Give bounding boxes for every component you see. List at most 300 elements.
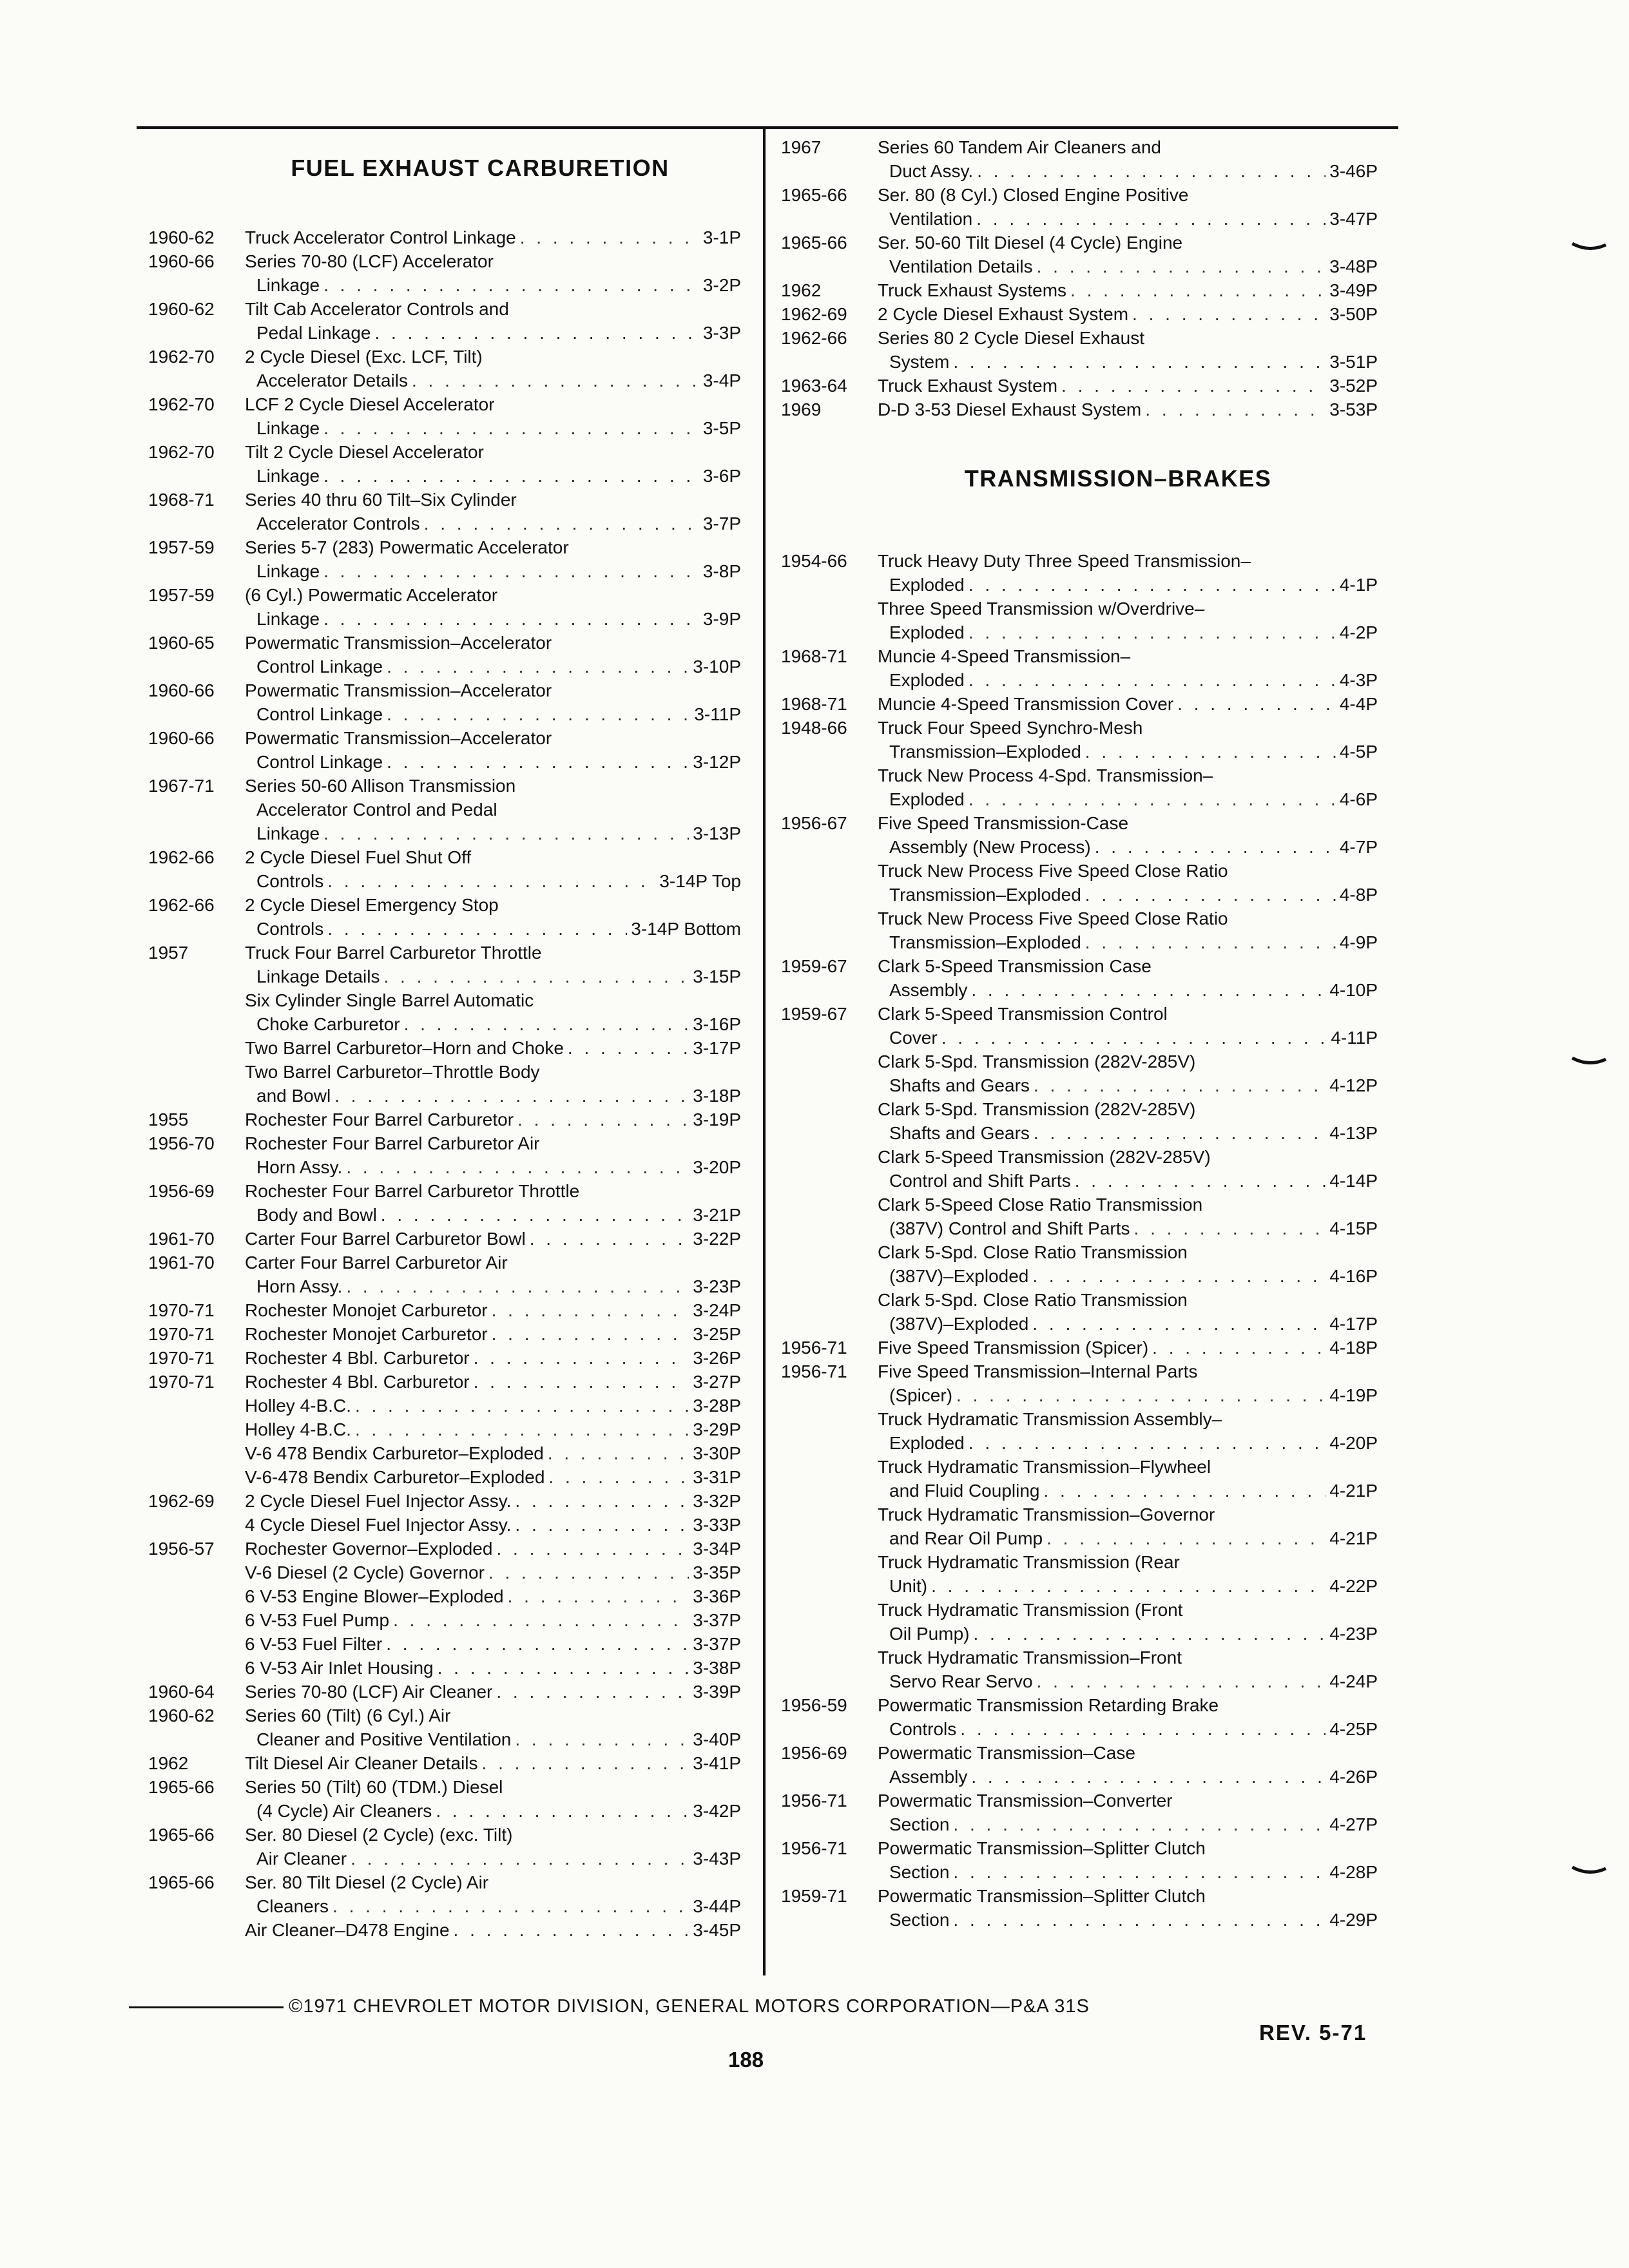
entry-year: 1962-66 — [148, 895, 215, 915]
dot-leader — [424, 512, 699, 535]
entry-page-ref: 3-30P — [693, 1443, 741, 1463]
entry-year: 1962-69 — [148, 1491, 215, 1511]
entry-title-text: Carter Four Barrel Carburetor Bowl — [245, 1229, 526, 1249]
entry-title-line: Rochester Four Barrel Carburetor Air — [245, 1133, 540, 1153]
entry-title-line: Powermatic Transmission–Accelerator — [245, 633, 552, 653]
entry-title-text: Exploded — [889, 1433, 965, 1453]
dot-leader — [548, 1441, 689, 1465]
entry-title-line-with-page — [878, 350, 1378, 374]
dot-leader — [969, 573, 1336, 597]
dot-leader — [969, 620, 1336, 644]
entry-title-text: Ventilation — [889, 209, 973, 229]
index-entry — [781, 1550, 1378, 1598]
entry-body — [878, 1407, 1378, 1455]
entry-title-line: Tilt Cab Accelerator Controls and — [245, 299, 509, 319]
entry-page-ref: 3-31P — [693, 1467, 741, 1487]
dot-leader — [971, 1765, 1325, 1789]
entry-title-text: Section — [889, 1814, 950, 1834]
entry-title-text: Rochester Four Barrel Carburetor — [245, 1110, 514, 1129]
entry-title-line: Series 50 (Tilt) 60 (TDM.) Diesel — [245, 1777, 503, 1797]
entry-title-line-with-page — [245, 1489, 741, 1513]
dot-leader — [515, 1513, 689, 1537]
entry-page-ref: 3-14P Top — [659, 871, 741, 891]
entry-title-line-with-page — [878, 1431, 1378, 1455]
entry-title-line: Truck Hydramatic Transmission Assembly– — [878, 1409, 1222, 1429]
entry-title-line-with-page — [878, 978, 1378, 1002]
entry-title-line: Truck New Process Five Speed Close Ratio — [878, 861, 1228, 881]
entry-year: 1957-59 — [148, 537, 215, 557]
index-entry — [781, 859, 1378, 907]
entry-year: 1956-67 — [781, 813, 847, 833]
entry-page-ref: 3-18P — [693, 1086, 741, 1106]
entry-title-line-with-page — [245, 1036, 741, 1060]
entry-page-ref: 3-43P — [693, 1849, 741, 1869]
entry-title-line: Series 70-80 (LCF) Accelerator — [245, 251, 494, 271]
entry-body — [245, 726, 741, 774]
index-entry — [148, 1680, 741, 1704]
entry-body — [245, 440, 741, 488]
entry-title-line: Truck Hydramatic Transmission–Flywheel — [878, 1457, 1211, 1477]
entry-year — [781, 1193, 878, 1240]
entry-body — [245, 226, 741, 249]
index-entry — [781, 1288, 1378, 1336]
entry-year: 1962 — [781, 280, 822, 300]
entry-page-ref: 4-21P — [1329, 1481, 1378, 1501]
entry-year: 1970-71 — [148, 1348, 215, 1368]
entry-title-line-with-page — [878, 1264, 1378, 1288]
entry-title-line-with-page — [245, 1418, 741, 1441]
entry-page-ref: 3-46P — [1329, 161, 1378, 181]
dot-leader — [520, 226, 699, 249]
dot-leader — [474, 1346, 689, 1370]
entry-page-ref: 4-19P — [1329, 1385, 1378, 1405]
dot-leader — [387, 750, 689, 774]
dot-leader — [438, 1656, 689, 1680]
entry-title-line-with-page — [245, 273, 741, 297]
entry-title-line-with-page — [245, 1227, 741, 1251]
index-entry — [148, 1870, 741, 1918]
entry-title-line-with-page — [878, 374, 1378, 398]
entry-title-text: Controls — [889, 1719, 957, 1739]
entry-page-ref: 4-22P — [1329, 1576, 1378, 1596]
entry-page-ref: 3-50P — [1329, 304, 1378, 324]
dot-leader — [1046, 1526, 1325, 1550]
entry-body — [878, 1050, 1378, 1097]
index-entry — [148, 1489, 741, 1513]
index-entry — [781, 1836, 1378, 1884]
entry-title-line: Powermatic Transmission–Case — [878, 1743, 1135, 1763]
entry-title-line: Powermatic Transmission–Converter — [878, 1791, 1173, 1811]
entry-title-text: Section — [889, 1910, 950, 1930]
entry-year: 1962-70 — [148, 347, 215, 367]
entry-title-text: 6 V-53 Fuel Filter — [245, 1634, 383, 1654]
entry-title-text: (387V)–Exploded — [889, 1266, 1029, 1286]
dot-leader — [956, 1383, 1325, 1407]
entry-title-line-with-page — [245, 1274, 741, 1298]
entry-page-ref: 3-27P — [693, 1372, 741, 1392]
entry-year: 1959-71 — [781, 1886, 847, 1906]
entry-title-line: Ser. 50-60 Tilt Diesel (4 Cycle) Engine — [878, 233, 1183, 253]
index-entry — [781, 1884, 1378, 1932]
entry-page-ref: 4-1P — [1339, 575, 1378, 595]
dot-leader — [1134, 1216, 1326, 1240]
entry-page-ref: 3-1P — [702, 227, 741, 247]
dot-leader — [960, 1717, 1325, 1741]
index-entry — [781, 374, 1378, 398]
entry-title-text: Duct Assy. — [889, 161, 974, 181]
dot-leader — [381, 1203, 689, 1227]
entry-page-ref: 4-29P — [1329, 1910, 1378, 1930]
entry-title-text: Truck Accelerator Control Linkage — [245, 227, 516, 247]
entry-title-text: D-D 3-53 Diesel Exhaust System — [878, 399, 1142, 419]
dot-leader — [351, 1847, 689, 1870]
entry-page-ref: 3-38P — [693, 1658, 741, 1678]
entry-title-text: Control Linkage — [256, 752, 383, 772]
entry-title-text: (Spicer) — [889, 1385, 953, 1405]
entry-title-text: Linkage — [256, 275, 320, 295]
page-number: 188 — [728, 2048, 764, 2071]
dot-leader — [436, 1799, 689, 1823]
index-entry — [781, 1693, 1378, 1741]
entry-title-text: 6 V-53 Fuel Pump — [245, 1610, 390, 1630]
entry-title-line-with-page — [245, 1322, 741, 1346]
entry-body — [245, 774, 741, 845]
entry-title-text: 6 V-53 Air Inlet Housing — [245, 1658, 434, 1678]
dot-leader — [969, 787, 1336, 811]
entry-year: 1961-70 — [148, 1229, 215, 1249]
dot-leader — [1034, 1073, 1325, 1097]
entry-body — [245, 1418, 741, 1441]
entry-body — [245, 1823, 741, 1870]
dot-leader — [1177, 692, 1336, 716]
dot-leader — [346, 1155, 689, 1179]
entry-title-text: Cleaners — [256, 1896, 329, 1916]
entry-title-text: Exploded — [889, 622, 965, 642]
entry-year: 1956-71 — [781, 1361, 847, 1381]
entry-title-text: V-6-478 Bendix Carburetor–Exploded — [245, 1467, 545, 1487]
entry-body — [878, 859, 1378, 907]
index-entry — [148, 1513, 741, 1537]
dot-leader — [496, 1680, 689, 1704]
dot-leader — [971, 978, 1325, 1002]
entry-title-line-with-page — [245, 869, 741, 893]
entry-year: 1965-66 — [781, 185, 847, 205]
entry-title-text: Rochester Governor–Exploded — [245, 1539, 493, 1559]
entry-title-line: Six Cylinder Single Barrel Automatic — [245, 990, 534, 1010]
entry-body — [878, 954, 1378, 1002]
entry-year: 1956-71 — [781, 1338, 847, 1358]
index-entry — [781, 183, 1378, 231]
entry-body — [245, 1513, 741, 1537]
entry-title-text: 2 Cycle Diesel Fuel Injector Assy. — [245, 1491, 512, 1511]
entry-body — [245, 845, 741, 893]
entry-title-line-with-page — [245, 750, 741, 774]
index-entry — [148, 1251, 741, 1298]
entry-title-line: Series 80 2 Cycle Diesel Exhaust — [878, 328, 1144, 348]
index-entry — [781, 278, 1378, 302]
entry-page-ref: 4-2P — [1339, 622, 1378, 642]
dot-leader — [393, 1608, 689, 1632]
entry-page-ref: 3-15P — [693, 966, 741, 986]
index-entry — [781, 1598, 1378, 1646]
index-entry — [148, 297, 741, 345]
entry-title-text: Exploded — [889, 575, 965, 595]
entry-year: 1960-66 — [148, 680, 215, 700]
entry-title-text: Exploded — [889, 670, 965, 690]
entry-page-ref: 3-8P — [702, 561, 741, 581]
revision-label: REV. 5-71 — [1259, 2021, 1367, 2044]
entry-title-line-with-page — [878, 1073, 1378, 1097]
index-entry — [781, 811, 1378, 859]
entry-body — [878, 1741, 1378, 1789]
entry-year: 1960-62 — [148, 299, 215, 319]
index-entry — [148, 535, 741, 583]
entry-title-line: Truck Four Speed Synchro-Mesh — [878, 718, 1143, 738]
entry-title-line-with-page — [245, 321, 741, 345]
entry-title-line-with-page — [878, 1121, 1378, 1145]
entry-body — [245, 1441, 741, 1465]
index-entry — [781, 597, 1378, 644]
index-entry — [148, 1656, 741, 1680]
entry-title-line-with-page — [878, 573, 1378, 597]
entry-title-line-with-page — [245, 1203, 741, 1227]
entry-year: 1962 — [148, 1753, 189, 1773]
entry-body — [245, 1656, 741, 1680]
index-entry — [148, 631, 741, 678]
dot-leader — [1145, 398, 1325, 421]
entry-title-line-with-page — [878, 1526, 1378, 1550]
entry-page-ref: 4-5P — [1339, 742, 1378, 762]
entry-title-text: Transmission–Exploded — [889, 932, 1081, 952]
index-entry — [148, 1918, 741, 1942]
entry-title-line-with-page — [245, 559, 741, 583]
entry-title-line: Truck Hydramatic Transmission (Front — [878, 1600, 1183, 1620]
entry-page-ref: 4-14P — [1329, 1171, 1378, 1191]
entry-year: 1962-66 — [781, 328, 847, 348]
index-entry — [148, 1704, 741, 1751]
dot-leader — [383, 965, 689, 988]
entry-title-line: Truck Hydramatic Transmission (Rear — [878, 1552, 1180, 1572]
entry-title-text: Exploded — [889, 789, 965, 809]
entry-title-text: Horn Assy. — [256, 1157, 343, 1177]
entry-year: 1965-66 — [781, 233, 847, 253]
entry-page-ref: 4-13P — [1329, 1123, 1378, 1143]
entry-title-line: Clark 5-Speed Transmission Case — [878, 956, 1152, 976]
entry-title-line-with-page — [878, 278, 1378, 302]
left-entry-list — [148, 226, 741, 1942]
entry-title-text: Transmission–Exploded — [889, 742, 1081, 762]
entry-body — [878, 1884, 1378, 1932]
entry-body — [878, 1097, 1378, 1145]
entry-page-ref: 3-37P — [693, 1610, 741, 1630]
entry-year: 1960-65 — [148, 633, 215, 653]
entry-body — [878, 1789, 1378, 1836]
dot-leader — [355, 1418, 689, 1441]
entry-year: 1960-66 — [148, 728, 215, 748]
entry-year — [148, 1561, 245, 1584]
entry-body — [878, 1002, 1378, 1050]
entry-body — [878, 692, 1378, 716]
entry-page-ref: 3-12P — [693, 752, 741, 772]
entry-body — [245, 1227, 741, 1251]
entry-title-line-with-page — [245, 1608, 741, 1632]
entry-body — [245, 1751, 741, 1775]
entry-year — [781, 1145, 878, 1193]
entry-year: 1962-70 — [148, 442, 215, 462]
entry-title-line-with-page — [245, 1537, 741, 1561]
dot-leader — [1061, 374, 1325, 398]
dot-leader — [488, 1561, 689, 1584]
entry-title-line-with-page — [878, 1908, 1378, 1932]
entry-page-ref: 4-21P — [1329, 1528, 1378, 1548]
entry-body — [878, 811, 1378, 859]
dot-leader — [515, 1489, 689, 1513]
entry-title-line-with-page — [245, 1561, 741, 1584]
entry-title-line: Truck Heavy Duty Three Speed Transmission– — [878, 551, 1251, 571]
entry-title-line-with-page — [878, 1765, 1378, 1789]
entry-title-line-with-page — [245, 1155, 741, 1179]
entry-body — [245, 488, 741, 535]
index-entry — [781, 644, 1378, 692]
entry-title-line: Truck Hydramatic Transmission–Front — [878, 1648, 1182, 1667]
dot-leader — [333, 1894, 689, 1918]
entry-body — [245, 1918, 741, 1942]
entry-year — [148, 1632, 245, 1656]
index-entry — [148, 1465, 741, 1489]
entry-title-line-with-page — [878, 398, 1378, 421]
entry-body — [878, 1646, 1378, 1693]
entry-body — [878, 549, 1378, 597]
dot-leader — [517, 1108, 689, 1131]
entry-title-text: Accelerator Details — [256, 370, 408, 390]
entry-year: 1960-66 — [148, 251, 215, 271]
entry-title-line-with-page — [245, 965, 741, 988]
index-entry — [781, 1097, 1378, 1145]
entry-body — [245, 249, 741, 297]
entry-body — [245, 1346, 741, 1370]
entry-title-line-with-page — [245, 1656, 741, 1680]
entry-title-line-with-page — [878, 1479, 1378, 1503]
entry-title-line-with-page — [245, 822, 741, 845]
entry-title-text: Holley 4-B.C. — [245, 1419, 351, 1439]
index-entry — [781, 549, 1378, 597]
entry-title-line-with-page — [245, 1394, 741, 1418]
dot-leader — [953, 1860, 1325, 1884]
index-entry — [148, 1394, 741, 1418]
entry-body — [878, 907, 1378, 954]
entry-page-ref: 4-28P — [1329, 1862, 1378, 1882]
entry-title-text: Servo Rear Servo — [889, 1671, 1033, 1691]
index-entry — [781, 1002, 1378, 1050]
entry-year — [781, 1407, 878, 1455]
entry-title-line-with-page — [878, 883, 1378, 907]
entry-title-text: 6 V-53 Engine Blower–Exploded — [245, 1586, 504, 1606]
entry-body — [245, 1179, 741, 1227]
entry-title-line-with-page — [245, 1108, 741, 1131]
index-entry — [148, 1346, 741, 1370]
entry-page-ref: 3-16P — [693, 1014, 741, 1034]
entry-title-text: Muncie 4-Speed Transmission Cover — [878, 694, 1174, 714]
dot-leader — [973, 1622, 1325, 1646]
binder-punch-mark — [1571, 242, 1607, 251]
entry-page-ref: 3-29P — [693, 1419, 741, 1439]
entry-title-text: Truck Exhaust Systems — [878, 280, 1067, 300]
entry-year — [781, 907, 878, 954]
index-entry — [781, 1050, 1378, 1097]
entry-body — [878, 644, 1378, 692]
dot-leader — [969, 668, 1336, 692]
index-entry — [781, 1145, 1378, 1193]
entry-body — [878, 1693, 1378, 1741]
entry-page-ref: 4-24P — [1329, 1671, 1378, 1691]
entry-body — [878, 1550, 1378, 1598]
entry-page-ref: 4-17P — [1329, 1314, 1378, 1334]
top-rule — [137, 126, 1398, 129]
copyright-text: ©1971 CHEVROLET MOTOR DIVISION, GENERAL MOTORS CORPORATION—P&A 31S — [289, 1996, 1090, 2017]
entry-year: 1956-69 — [148, 1181, 215, 1201]
entry-title-line: Series 60 Tandem Air Cleaners and — [878, 137, 1161, 157]
entry-title-line-with-page — [245, 1513, 741, 1537]
entry-title-line-with-page — [245, 1847, 741, 1870]
entry-title-text: Rochester 4 Bbl. Carburetor — [245, 1372, 470, 1392]
entry-body — [878, 1836, 1378, 1884]
entry-title-line-with-page — [245, 1465, 741, 1489]
entry-page-ref: 3-51P — [1329, 352, 1378, 372]
entry-year: 1970-71 — [148, 1372, 215, 1392]
entry-year: 1968-71 — [781, 646, 847, 666]
entry-title-line: Carter Four Barrel Carburetor Air — [245, 1253, 508, 1273]
entry-title-text: Two Barrel Carburetor–Horn and Choke — [245, 1038, 564, 1058]
entry-title-line: Accelerator Control and Pedal — [256, 800, 497, 820]
entry-body — [245, 297, 741, 345]
entry-title-line: Truck Four Barrel Carburetor Throttle — [245, 943, 542, 963]
dot-leader — [387, 702, 690, 726]
entry-title-text: Assembly (New Process) — [889, 837, 1091, 857]
entry-title-line: LCF 2 Cycle Diesel Accelerator — [245, 394, 495, 414]
entry-page-ref: 4-27P — [1329, 1814, 1378, 1834]
entry-page-ref: 3-28P — [693, 1396, 741, 1416]
entry-title-line-with-page — [245, 1727, 741, 1751]
entry-body — [245, 1394, 741, 1418]
entry-title-line-with-page — [878, 302, 1378, 326]
entry-title-line: Series 50-60 Allison Transmission — [245, 776, 516, 796]
entry-page-ref: 3-4P — [702, 370, 741, 390]
index-entry — [148, 845, 741, 893]
dot-leader — [327, 869, 655, 893]
entry-title-text: Assembly — [889, 1767, 968, 1787]
section-title-transmission-brakes: TRANSMISSION–BRAKES — [964, 465, 1272, 492]
entry-body — [878, 278, 1378, 302]
index-entry — [781, 326, 1378, 374]
entry-year: 1970-71 — [148, 1300, 215, 1320]
index-entry — [781, 1503, 1378, 1550]
entry-title-line: Powermatic Transmission–Accelerator — [245, 728, 552, 748]
dot-leader — [1075, 1169, 1326, 1193]
entry-title-line: Powermatic Transmission–Accelerator — [245, 680, 552, 700]
entry-title-line-with-page — [245, 226, 741, 249]
entry-page-ref: 3-3P — [702, 323, 741, 343]
footer-rule — [129, 2006, 284, 2008]
entry-page-ref: 3-41P — [693, 1753, 741, 1773]
entry-page-ref: 4-9P — [1339, 932, 1378, 952]
index-entry — [148, 1775, 741, 1823]
index-entry — [781, 398, 1378, 421]
entry-year: 1956-59 — [781, 1695, 847, 1715]
entry-title-line: Five Speed Transmission–Internal Parts — [878, 1361, 1198, 1381]
entry-title-line-with-page — [878, 1169, 1378, 1193]
entry-body — [245, 941, 741, 988]
entry-title-line: Ser. 80 Diesel (2 Cycle) (exc. Tilt) — [245, 1825, 513, 1845]
